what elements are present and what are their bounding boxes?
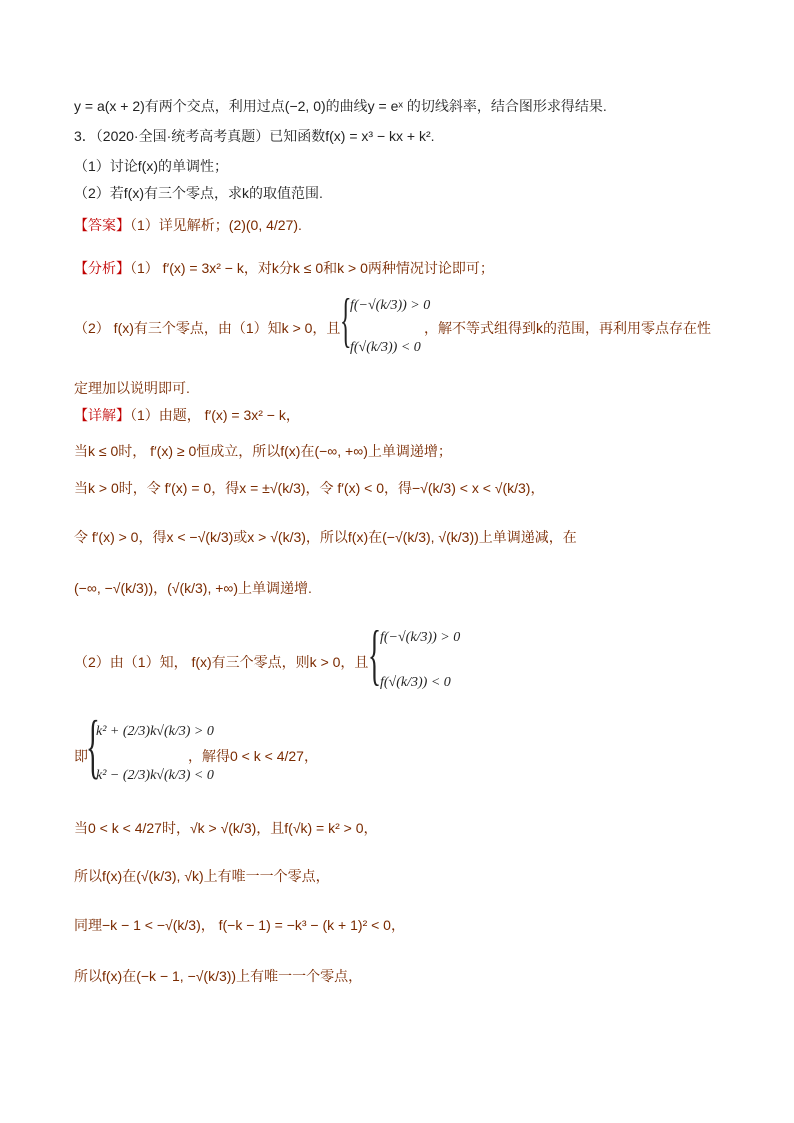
text: ，解不等式组得到k的范围，再利用零点存在性 (424, 320, 711, 336)
text: 所以f(x)在(√(k/3), √k)上有唯一一个零点， (74, 868, 330, 884)
text: y = a(x + 2)有两个交点，利用过点(−2, 0)的曲线y = eˣ 的切线斜率，结合图形求得结果. (74, 98, 607, 114)
detail-7-system-row-1 (96, 722, 214, 740)
problem-part-2 (74, 183, 323, 203)
text: (−∞, −√(k/3))，(√(k/3), +∞)上单调递增. (74, 580, 312, 596)
text: ，解得0 < k < 4/27， (188, 748, 318, 764)
text: 同理−k − 1 < −√(k/3)， f(−k − 1) = −k³ − (k + 1)² < 0， (74, 917, 405, 933)
analysis-line-3 (74, 378, 190, 398)
detail-line-7-right (188, 746, 318, 766)
text: f(−√(k/3)) > 0 (380, 630, 461, 645)
text-line-1 (74, 96, 607, 116)
analysis-line-2-right (424, 318, 711, 338)
text: （2）由（1）知， f(x)有三个零点，则k > 0，且 (74, 654, 369, 670)
problem-part-1 (74, 156, 228, 176)
answer-text: （1）详见解析；(2)(0, 4/27). (130, 217, 302, 233)
analysis-text: （1） f′(x) = 3x² − k，对k分k ≤ 0和k > 0两种情况讨论即可； (130, 260, 494, 276)
analysis-system-row-2 (350, 338, 421, 356)
analysis-tag: 【分析】 (74, 260, 130, 276)
detail-line-2 (74, 441, 452, 461)
text: 3．（2020·全国·统考高考真题）已知函数f(x) = x³ − kx + k². (74, 128, 435, 144)
detail-7-system-row-2 (96, 766, 214, 784)
text: （2）若f(x)有三个零点，求k的取值范围. (74, 185, 323, 201)
detail-line-3 (74, 478, 544, 498)
detail-line-8 (74, 818, 378, 838)
detail-line-6-left (74, 652, 368, 672)
detail-line-5 (74, 578, 312, 598)
brace: { (86, 706, 100, 786)
text: f(−√(k/3)) > 0 (350, 298, 431, 313)
text: 当0 < k < 4/27时，√k > √(k/3)，且f(√k) = k² > 0， (74, 820, 378, 836)
detail-line-9 (74, 866, 330, 886)
detail-line-1 (74, 405, 300, 425)
text: （1）讨论f(x)的单调性； (74, 158, 228, 174)
text: 当k > 0时，令 f′(x) = 0，得x = ±√(k/3)，令 f′(x) < 0，得−√(k/3) < x < √(k/3)， (74, 480, 545, 496)
answer-tag: 【答案】 (74, 217, 130, 233)
detail-system-row-2 (380, 673, 451, 691)
text: 令 f′(x) > 0，得x < −√(k/3)或x > √(k/3)，所以f(x)在(−√(k/3), √(k/3))上单调递减，在 (74, 529, 577, 545)
text: 即 (74, 748, 88, 764)
detail-line-4 (74, 527, 577, 547)
detail-text: （1）由题， f′(x) = 3x² − k， (130, 407, 300, 423)
text: k² + (2/3)k√(k/3) > 0 (96, 724, 214, 739)
text: k² − (2/3)k√(k/3) < 0 (96, 768, 214, 783)
text: （2） f(x)有三个零点，由（1）知k > 0，且 (74, 320, 341, 336)
detail-system-row-1 (380, 628, 460, 646)
detail-line-10 (74, 915, 405, 935)
analysis-system-row-1 (350, 296, 430, 314)
text: 当k ≤ 0时， f′(x) ≥ 0恒成立，所以f(x)在(−∞, +∞)上单调递增； (74, 443, 452, 459)
detail-tag: 【详解】 (74, 407, 130, 423)
brace: { (368, 616, 382, 692)
answer-line (74, 215, 302, 235)
text: 所以f(x)在(−k − 1, −√(k/3))上有唯一一个零点， (74, 968, 363, 984)
text: 定理加以说明即可. (74, 380, 190, 396)
brace: { (340, 287, 352, 353)
text: f(√(k/3)) < 0 (350, 340, 421, 355)
detail-line-11 (74, 966, 362, 986)
analysis-line-2-left (74, 318, 340, 338)
text: f(√(k/3)) < 0 (380, 675, 451, 690)
analysis-line (74, 258, 494, 278)
problem-title (74, 126, 435, 146)
